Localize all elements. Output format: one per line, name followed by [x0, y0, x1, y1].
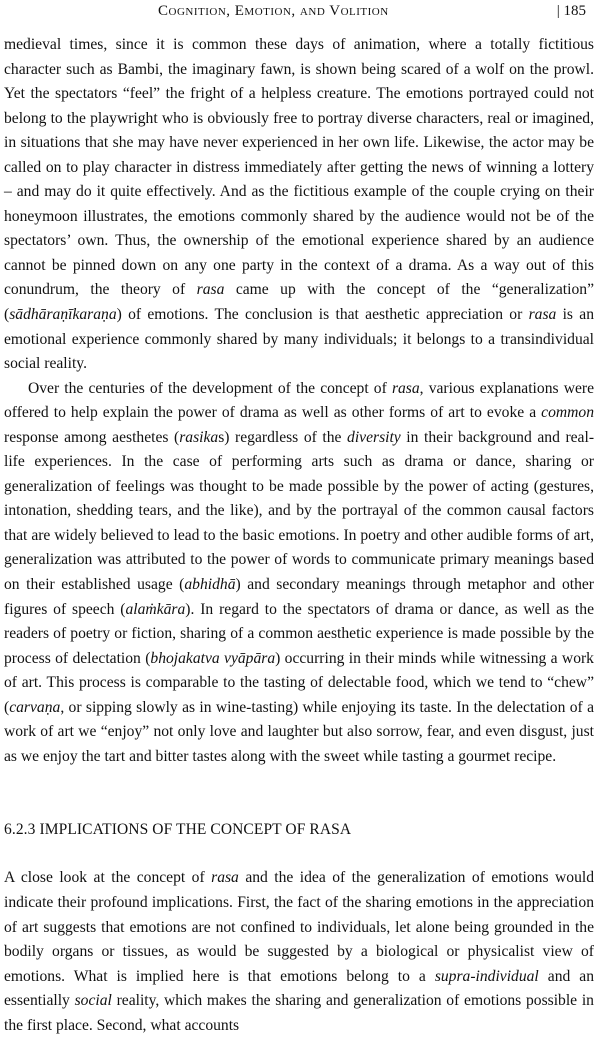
italic-term: rasa	[391, 379, 420, 397]
section-heading: 6.2.3 IMPLICATIONS OF THE CONCEPT OF RASA	[4, 821, 352, 839]
paragraph	[4, 33, 594, 377]
italic-term: carvaṇa	[9, 698, 61, 716]
text-run: came up with the concept of the “generalization” (	[4, 281, 594, 324]
text-run: ). In regard to the spectators of drama or dance, as well as the readers of poetry or fiction, sharing of a common aesthetic experience is made possible by the process of delectation (	[4, 600, 594, 667]
text-run: Over the centuries of the development of the concept of	[28, 379, 392, 397]
italic-term: rasa	[528, 306, 557, 324]
italic-term: rasika	[179, 428, 219, 446]
text-run: reality, which makes the sharing and generalization of emotions possible in the first place. Second, what accounts	[4, 992, 594, 1034]
italic-term: rasa	[211, 869, 239, 887]
text-run: and the idea of the generalization of emotions would indicate their profound implications. First, the fact of the sharing emotions in the appreciation of art suggests that emotions are not confined to individuals, let alone being grounded in the bodily organs or tissues, as would be suggested by a biological or physicalist view of emotions. What is implied here is that emotions belong to a	[4, 869, 594, 985]
text-run: ) of emotions. The conclusion is that aesthetic appreciation or	[116, 306, 529, 324]
text-run: A close look at the concept of	[4, 869, 212, 887]
text-run: in their background and real-life experiences. In the case of performing arts such as drama or dance, sharing or generalization of feelings was thought to be made possible by the power of acting (gestures, intonation, shedding tears, and the like), and by the portrayal of the common causal factors that are widely believed to lead to the basic emotions. In poetry and other audible forms of art, generalization was attributed to the power of words to communicate primary meanings based on their established usage (	[4, 428, 595, 594]
page-body	[4, 33, 594, 1038]
paragraph	[4, 377, 594, 770]
text-run: , various explanations were offered to help explain the power of drama as well as other forms of art to evoke a	[4, 379, 594, 422]
text-run: ) and secondary meanings through metaphor and other figures of speech (	[4, 576, 594, 618]
italic-term: social	[74, 992, 112, 1010]
text-run: and an essentially	[4, 967, 594, 1010]
italic-term: bhojakatva vyāpāra	[150, 649, 276, 667]
italic-term: common	[541, 404, 594, 422]
italic-term: diversity	[347, 428, 401, 446]
italic-term: supra-individual	[434, 967, 539, 985]
text-run: ) occurring in their minds while witnessing a work of art. This process is comparable to the tasting of delectable food, which we tend to “chew” (	[4, 649, 594, 716]
text-run: , or sipping slowly as in wine-tasting) while enjoying its taste. In the delectation of a work of art we “enjoy” not only love and laughter but also sorrow, fear, and even disgust, just as we enjoy the tart and bitter tastes along with the sweet while tasting a gourmet recipe.	[4, 698, 594, 765]
italic-term: alaṁkāra	[125, 600, 186, 618]
italic-term: sādhāraṇīkaraṇa	[9, 306, 117, 324]
paragraph	[4, 866, 594, 1038]
text-run: is an emotional experience commonly shared by many individuals; it belongs to a transindividual social reality.	[4, 306, 594, 373]
text-run: s) regardless of the	[218, 428, 348, 446]
page-number: | 185	[556, 3, 586, 19]
text-run: medieval times, since it is common these days of animation, where a totally fictitious character such as Bambi, the imaginary fawn, is shown being scared of a wolf on the prowl. Yet the spectators “feel” the fright of a helpless creature. The emotions portrayed could not belong to the playwright who is obviously free to portray diverse characters, real or imagined, in situations that she may have never experienced in her own life. Likewise, the actor may be called on to play character in distress immediately after getting the news of winning a lottery – and may do it quite effectively. And as the fictitious example of the couple crying on their honeymoon illustrates, the emotions commonly shared by the audience would not be of the spectators’ own. Thus, the ownership of the emotional experience shared by an audience cannot be pinned down on any one party in the context of a drama. As a way out of this conundrum, the theory of	[4, 36, 594, 299]
chapter-title: Cognition, Emotion, and Volition	[158, 3, 389, 19]
italic-term: rasa	[196, 281, 225, 299]
running-head	[0, 0, 600, 22]
text-run: response among aesthetes (	[4, 428, 180, 446]
italic-term: abhidhā	[184, 576, 236, 594]
